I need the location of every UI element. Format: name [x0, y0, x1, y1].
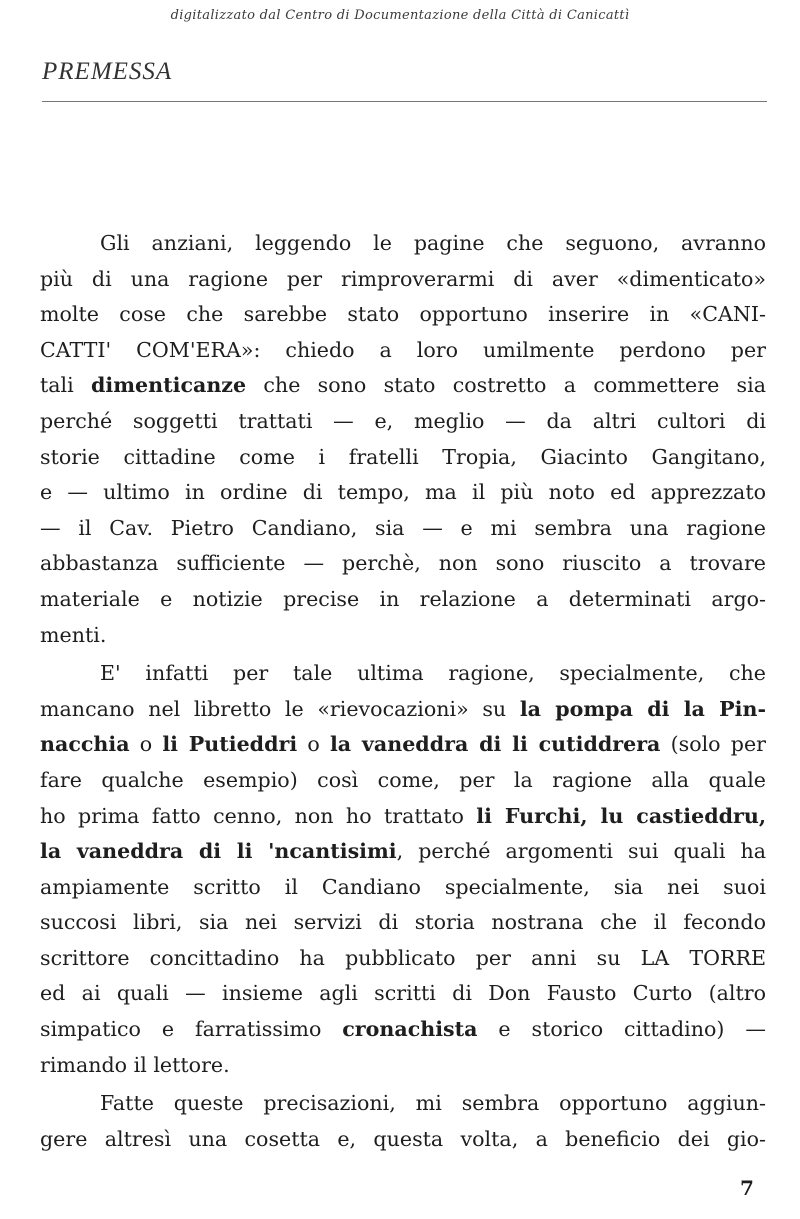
bold-term: nacchia — [40, 732, 130, 757]
text-line: Gli anziani, leggendo le pagine che seguono, avranno — [100, 231, 766, 255]
text-run: che sono stato costretto a commettere sia — [246, 373, 766, 398]
bold-term: li Putieddri — [162, 732, 298, 757]
text-run: o — [129, 732, 163, 757]
text-line: gere altresì una cosetta e, questa volta, a beneficio dei gio- — [40, 1126, 766, 1151]
text-line: succosi libri, sia nei servizi di storia nostrana che il fecondo — [40, 910, 766, 935]
text-line: ampiamente scritto il Candiano specialmente, sia nei suoi — [40, 874, 766, 899]
text-line — [40, 799, 766, 835]
text-line: menti. — [40, 622, 107, 647]
text-run: e storico cittadino) — — [477, 1017, 766, 1042]
text-line — [40, 368, 766, 404]
text-run: ho prima fatto cenno, non ho trattato — [40, 803, 477, 828]
body-text — [40, 226, 766, 1157]
text-line: ed ai quali — insieme agli scritti di Don Fausto Curto (altro — [40, 981, 766, 1006]
bold-term: dimenticanze — [91, 373, 247, 398]
title-divider — [42, 101, 767, 102]
text-line: E' infatti per tale ultima ragione, specialmente, che — [100, 661, 766, 686]
text-run: mancano nel libretto le «rievocazioni» su — [40, 696, 520, 721]
bold-term: la vaneddra di li 'ncantisimi — [40, 839, 397, 864]
text-line: storie cittadine come i fratelli Tropia, Giacinto Gangitano, — [40, 444, 766, 469]
text-line — [40, 1012, 766, 1048]
bold-term: li Furchi, lu castieddru, — [476, 803, 767, 828]
text-line: più di una ragione per rimproverarmi di aver «dimenticato» — [40, 266, 766, 291]
text-line: materiale e notizie precise in relazione a determinati argo- — [40, 586, 766, 611]
text-run: simpatico e farratissimo — [40, 1017, 343, 1042]
text-run: o — [297, 732, 330, 757]
text-line — [40, 727, 766, 763]
text-line: Fatte queste precisazioni, mi sembra opportuno aggiun- — [100, 1091, 766, 1116]
digitization-watermark: digitalizzato dal Centro di Documentazione della Città di Canicattì — [170, 8, 630, 23]
page-title: PREMESSA — [42, 58, 173, 85]
page-number: 7 — [740, 1176, 754, 1200]
bold-term: la vaneddra di li cutiddrera — [329, 732, 661, 757]
text-line: rimando il lettore. — [40, 1052, 230, 1077]
text-run: , perché argomenti sui quali ha — [396, 839, 766, 864]
text-line: molte cose che sarebbe stato opportuno inserire in «CANI- — [40, 302, 766, 327]
bold-term: cronachista — [342, 1017, 478, 1042]
text-run: tali — [40, 373, 92, 398]
text-run: (solo per — [660, 732, 766, 757]
text-line — [40, 692, 766, 728]
text-line: scrittore concittadino ha pubblicato per anni su LA TORRE — [40, 945, 766, 970]
text-line: e — ultimo in ordine di tempo, ma il più noto ed apprezzato — [40, 480, 766, 505]
text-line: fare qualche esempio) così come, per la ragione alla quale — [40, 767, 766, 792]
bold-term: la pompa di la Pin- — [519, 696, 766, 721]
text-line: CATTI' COM'ERA»: chiedo a loro umilmente perdono per — [40, 337, 766, 362]
text-line — [40, 834, 766, 870]
text-line: perché soggetti trattati — e, meglio — da altri cultori di — [40, 408, 766, 433]
text-line: abbastanza sufficiente — perchè, non sono riuscito a trovare — [40, 551, 766, 576]
text-line: — il Cav. Pietro Candiano, sia — e mi sembra una ragione — [40, 515, 766, 540]
